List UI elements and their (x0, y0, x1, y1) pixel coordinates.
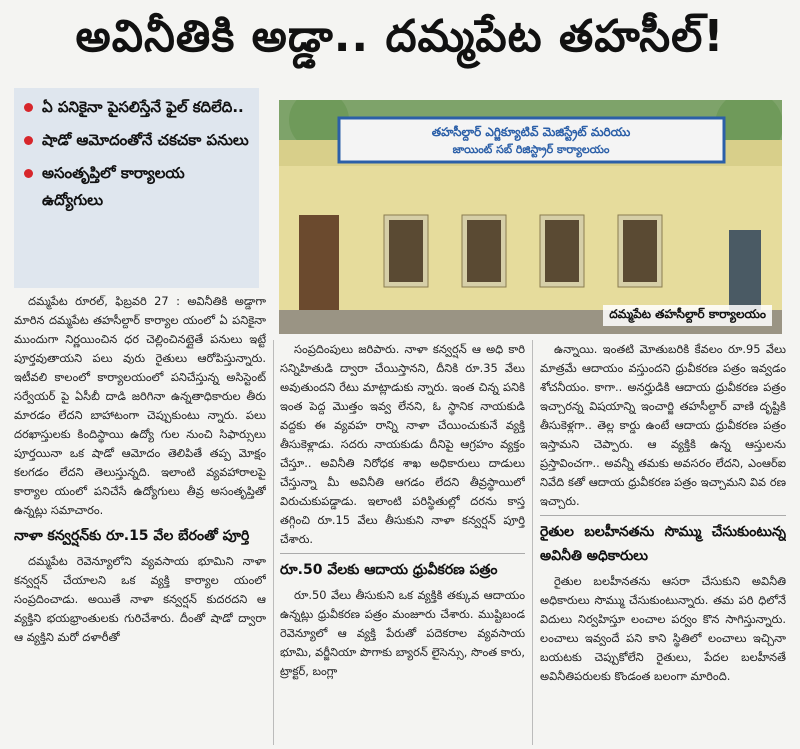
highlight-text: షాడో ఆమోదంతోనే చకచకా పనులు (42, 131, 249, 149)
column-divider (273, 340, 274, 745)
highlight-item (24, 94, 249, 121)
highlight-item (24, 127, 249, 154)
article-column-3 (540, 340, 786, 746)
paragraph: ఉన్నాయి. ఇంతటి మోతుబరికి కేవలం రూ.95 వేలు మాత్రమే ఆదాయం వస్తుందని ధ్రువీకరణ పత్రం ఇవ్వడం శోచనీయం. కాగా.. అనర్హుడికి ఆదాయ ధ్రువీకరణ పత్రం ఇచ్చారన్న విషయాన్ని ఇంచార్జి తహసీల్దార్ వాణి దృష్టికి తీసుకెళ్లగా.. తెల్ల కార్డు ఉంటే ఆదాయ ధ్రువీకరణ పత్రం ఇస్తామని చెప్పారు. ఆ వ్యక్తికి ఉన్న ఆస్తులను ప్రస్తావించగా.. అవన్నీ తమకు అవసరం లేదని, ఎంఆర్ఐ నివేది కతో ఆదాయ ధ్రువీకరణ పత్రం ఇచ్చామని వివ రణ ఇచ్చారు. (540, 342, 786, 508)
article-column-2 (280, 340, 525, 746)
sign-line2: జాయింట్ సబ్ రిజిస్ట్రార్ కార్యాలయం (452, 143, 610, 156)
headline: అవినీతికి అడ్డా.. దమ్మపేట తహసీల్! (75, 11, 725, 62)
paragraph: రూ.50 వేలు తీసుకుని ఒక వ్యక్తికి తక్కువ ఆదాయం ఉన్నట్లు ధ్రువీకరణ పత్రం మంజూరు చేశారు. ముష్టిబండ రెవెన్యూలో ఆ వ్యక్తి పేరుతో పదెకరాల వ్యవసాయ భూమి, వర్జీనియా పొగాకు బ్యారన్ లైసెన్సు, సొంత కారు, ట్రాక్టర్, బంగ్లా (280, 588, 525, 678)
article-column-1 (14, 292, 266, 746)
photo-caption: దమ్మపేట తహసీల్దార్ కార్యాలయం (603, 305, 772, 326)
office-building-illustration (279, 100, 782, 334)
paragraph: దమ్మపేట రెవెన్యూలోని వ్యవసాయ భూమిని నాళా కన్వర్షన్ చేయాలని ఒక వ్యక్తి కార్యాల యంలో సంప్రదించాడు. అయితే నాళా కన్వర్షన్ కుదరదని ఆ వ్యక్తిని భయభ్రాంతులకు గురిచేశారు. దీంతో షాడో ద్వారా ఆ వ్యక్తిని మరో దళారీతో (14, 554, 266, 644)
subheading: రూ.50 వేలకు ఆదాయ ధ్రువీకరణ పత్రం (280, 562, 498, 578)
highlights-box (14, 88, 259, 288)
highlight-text: అసంతృప్తిలో కార్యాలయ ఉద్యోగులు (42, 164, 185, 209)
office-photo (279, 100, 782, 334)
section-divider (280, 553, 525, 554)
sign-line1: తహసీల్దార్ ఎగ్జిక్యూటివ్ మెజిస్ట్రేట్ మరియు (431, 125, 631, 139)
bullet-dot-icon (24, 136, 33, 145)
paragraph: సంప్రదింపులు జరిపారు. నాళా కన్వర్షన్ ఆ అధి కారి సన్నిహితుడి ద్వారా చేయిస్తానని, దీనికి రూ.35 వేలు అవుతుందని రేటు మాట్లాడుకు న్నారు. ఇంత చిన్న పనికి ఇంత పెద్ద మొత్తం ఇవ్వ లేనని, ఓ స్థానిక నాయకుడి వద్దకు ఈ వ్యవహ రాన్ని నాళా చేయించుకునే వ్యక్తి తీసుకెళ్లాడు. సదరు నాయకుడు దీనిపై ఆగ్రహం వ్యక్తం చేస్తూ.. అవినీతి నిరోధక శాఖ అధికారులు దాడులు చేస్తున్నా మీ అవినీతి ఆగడం లేదని తీవ్రస్థాయిలో విరుచుకుపడ్డాడు. ఇలాంటి పరిస్థితుల్లో దరను కాస్త తగ్గించి రూ.15 వేలు తీసుకుని నాళా కన్వర్షన్ పూర్తి చేశారు. (280, 342, 525, 546)
paragraph: దమ్మపేట రూరల్, ఫిబ్రవరి 27 : అవినీతికి అడ్డాగా మారిన దమ్మపేట తహసీల్దార్ కార్యాల యంలో ఏ పనికైనా ముందుగా నిర్ణయించిన ధర చెల్లించినట్లైతే పనులు ఇట్టే పూర్తవుతాయని పలు వురు రైతులు ఆరోపిస్తున్నారు. ఇటీవలి కాలంలో కార్యాలయంలో పనిచేస్తున్న అసిస్టెంట్ సర్వేయర్ పై ఏసీబీ దాడి జరిగినా ఉన్నతాధికారుల తీరు మారడం లేదని బాహాటంగా చెప్పుకుంటు న్నారు. పలు దరఖాస్తులకు కిందిస్థాయి ఉద్యో గుల నుంచి సిఫార్సులు పూర్తయినా ఒక షాడో ఆమోదం తెలిపితే తప్ప మోక్షం కలగడం లేదని తెలుస్తున్నది. ఇలాంటి వ్యవహారాలపై కార్యాల యంలో పనిచేసే ఉద్యోగులు తీవ్ర అసంతృప్తితో ఉన్నట్లు సమాచారం. (14, 294, 266, 517)
paragraph: రైతుల బలహీనతను ఆసరా చేసుకుని అవినీతి అధికారులు సొమ్ము చేసుకుంటున్నారు. తమ పరి ధిలోనే విదులు నిర్వహిస్తూ లంచాల పర్వం కొన సాగిస్తున్నారు. లంచాలు ఇవ్వందే పని కాని స్థితిలో లంచాలు ఇచ్చినా బయటకు చెప్పుకోలేని రైతులు, పేదల బలహీనతే అవినీతిపరులకు కొండంత బలంగా మారింది. (540, 574, 786, 683)
bullet-dot-icon (24, 169, 33, 178)
subheading: రైతుల బలహీనతను సొమ్ము చేసుకుంటున్న అవినీతి అధికారులు (540, 524, 786, 564)
highlight-item (24, 160, 249, 214)
bullet-dot-icon (24, 103, 33, 112)
section-divider (540, 515, 786, 516)
column-divider (532, 340, 533, 745)
highlight-text: ఏ పనికైనా పైసలిస్తేనే ఫైల్ కదిలేది.. (42, 98, 244, 116)
subheading: నాళా కన్వర్షన్‌కు రూ.15 వేల బేరంతో పూర్తి (14, 528, 250, 544)
